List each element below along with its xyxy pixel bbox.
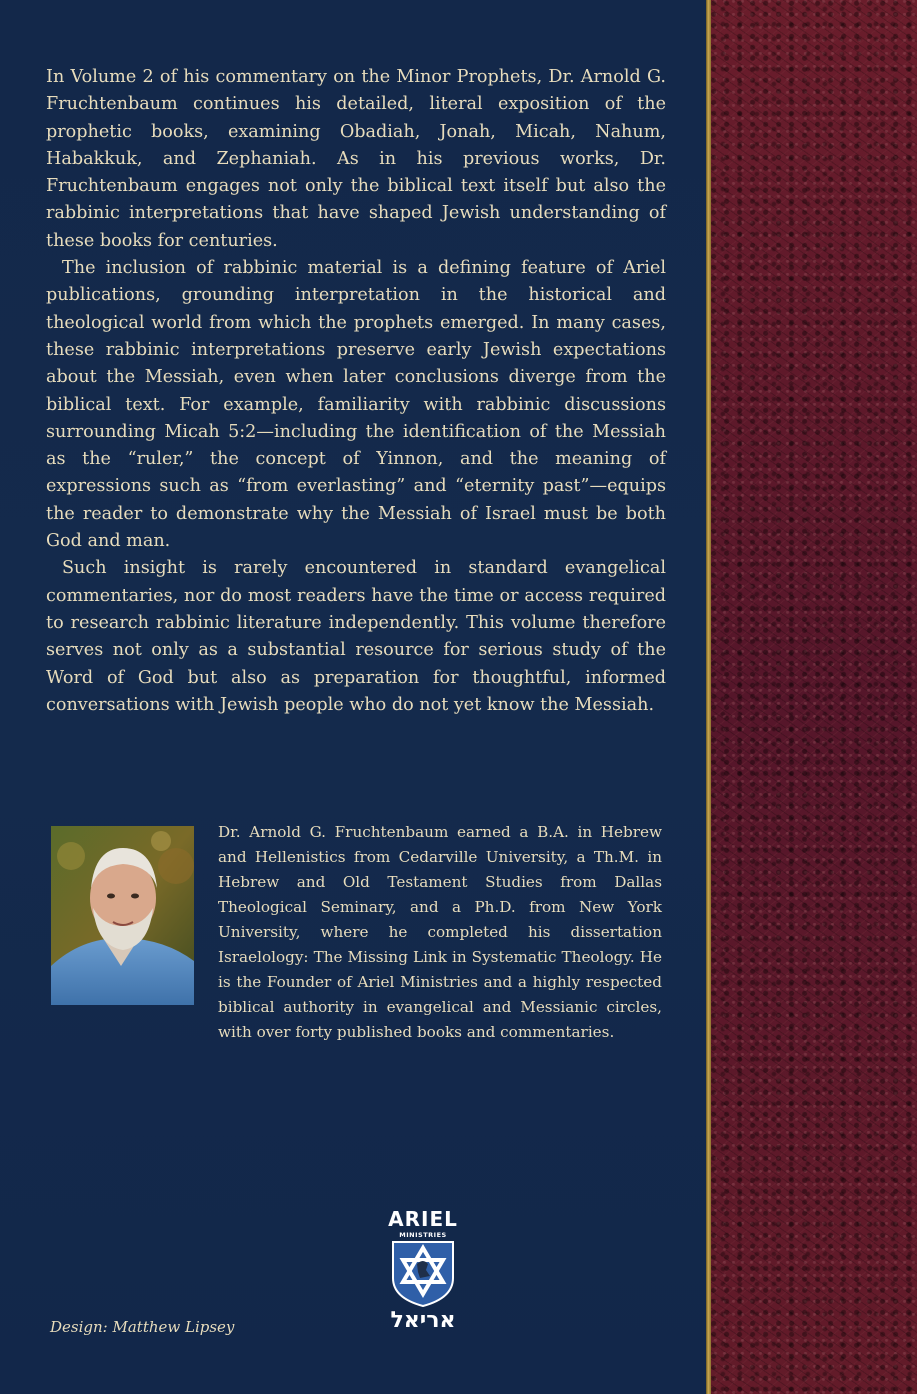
design-credit: Design: Matthew Lipsey bbox=[50, 1318, 235, 1336]
author-photo bbox=[51, 826, 194, 1005]
blurb-paragraph-3: Such insight is rarely encountered in standard evangelical commentaries, nor do most readers have the time or access required to research rabbinic literature independently. This volume therefore serves not only as a substantial resource for serious study of the Word of God but also as preparation for thoughtful, informed conversations with Jewish people who do not yet know the Messiah. bbox=[46, 558, 666, 715]
logo-wordmark: ARIEL bbox=[388, 1207, 458, 1231]
cover-blurb bbox=[46, 64, 666, 719]
logo-subtitle: MINISTRIES bbox=[399, 1231, 447, 1239]
blurb-paragraph-1: In Volume 2 of his commentary on the Minor Prophets, Dr. Arnold G. Fruchtenbaum continues his detailed, literal exposition of the prophetic books, examining Obadiah, Jonah, Micah, Nahum, Habakkuk, and Zephaniah. As in his previous works, Dr. Fruchtenbaum engages not only the biblical text itself but also the rabbinic interpretations that have shaped Jewish understanding of these books for centuries. bbox=[46, 67, 666, 251]
star-of-david-shield-icon bbox=[390, 1240, 456, 1308]
author-bio: Dr. Arnold G. Fruchtenbaum earned a B.A. in Hebrew and Hellenistics from Cedarville University, a Th.M. in Hebrew and Old Testament Studies from Dallas Theological Seminary, and a Ph.D. from New York University, where he completed his dissertation Israelology: The Missing Link in Systematic Theology. He is the Founder of Ariel Ministries and a highly respected biblical authority in evangelical and Messianic circles, with over forty published books and commentaries. bbox=[218, 823, 662, 1041]
leather-spine-texture bbox=[711, 0, 917, 1394]
ariel-ministries-logo bbox=[388, 1208, 458, 1336]
logo-hebrew: אריאל bbox=[390, 1308, 456, 1333]
blurb-paragraph-2: The inclusion of rabbinic material is a defining feature of Ariel publications, grounding interpretation in the historical and theological world from which the prophets emerged. In many cases, these rabbinic interpretations preserve early Jewish expectations about the Messiah, even when later conclusions diverge from the biblical text. For example, familiarity with rabbinic discussions surrounding Micah 5:2—including the identification of the Messiah as the “ruler,” the concept of Yinnon, and the meaning of expressions such as “from everlasting” and “eternity past”—equips the reader to demonstrate why the Messiah of Israel must be both God and man. bbox=[46, 258, 666, 552]
